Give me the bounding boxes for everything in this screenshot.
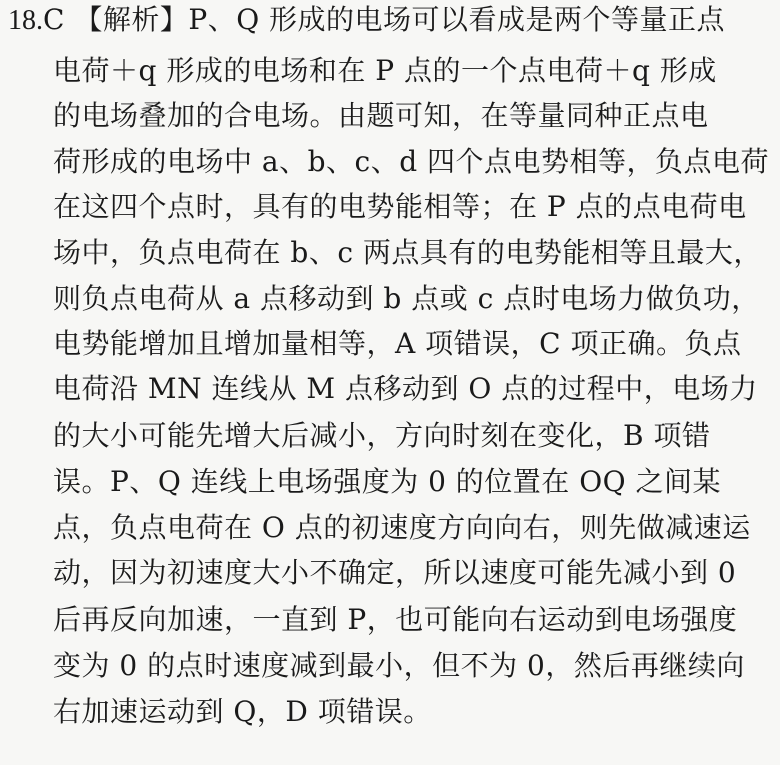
answer-choice: C	[43, 3, 65, 36]
text-line: 在这四个点时，具有的电势能相等；在 P 点的点电荷电	[53, 190, 747, 223]
text-line: 变为 0 的点时速度减到最小，但不为 0，然后再继续向	[53, 649, 745, 682]
text-line: 右加速运动到 Q，D 项错误。	[53, 695, 432, 728]
text-line: 电荷沿 MN 连线从 M 点移动到 O 点的过程中，电场力	[53, 372, 758, 405]
text-line: 的大小可能先增大后减小，方向时刻在变化，B 项错	[53, 419, 711, 452]
text-line: 的电场叠加的合电场。由题可知，在等量同种正点电	[53, 99, 709, 132]
text-line: 电势能增加且增加量相等，A 项错误，C 项正确。负点	[53, 327, 742, 360]
text-line: 后再反向加速，一直到 P，也可能向右运动到电场强度	[53, 603, 738, 636]
analysis-label: 【解析】	[74, 3, 189, 36]
solution-first-line	[8, 0, 725, 40]
question-number: 18.	[8, 5, 43, 36]
text-line: 点，负点电荷在 O 点的初速度方向向右，则先做减速运	[53, 511, 751, 544]
text-line: 电荷＋q 形成的电场和在 P 点的一个点电荷＋q 形成	[53, 54, 717, 87]
text-line: 则负点电荷从 a 点移动到 b 点或 c 点时电场力做负功，	[53, 282, 760, 315]
text-line: 误。P、Q 连线上电场强度为 0 的位置在 OQ 之间某	[53, 465, 722, 498]
text-line: 荷形成的电场中 a、b、c、d 四个点电势相等，负点电荷	[53, 145, 770, 178]
text-line: P、Q 形成的电场可以看成是两个等量正点	[188, 3, 726, 36]
text-line: 动，因为初速度大小不确定，所以速度可能先减小到 0	[53, 556, 737, 589]
text-line: 场中，负点电荷在 b、c 两点具有的电势能相等且最大，	[53, 236, 762, 269]
